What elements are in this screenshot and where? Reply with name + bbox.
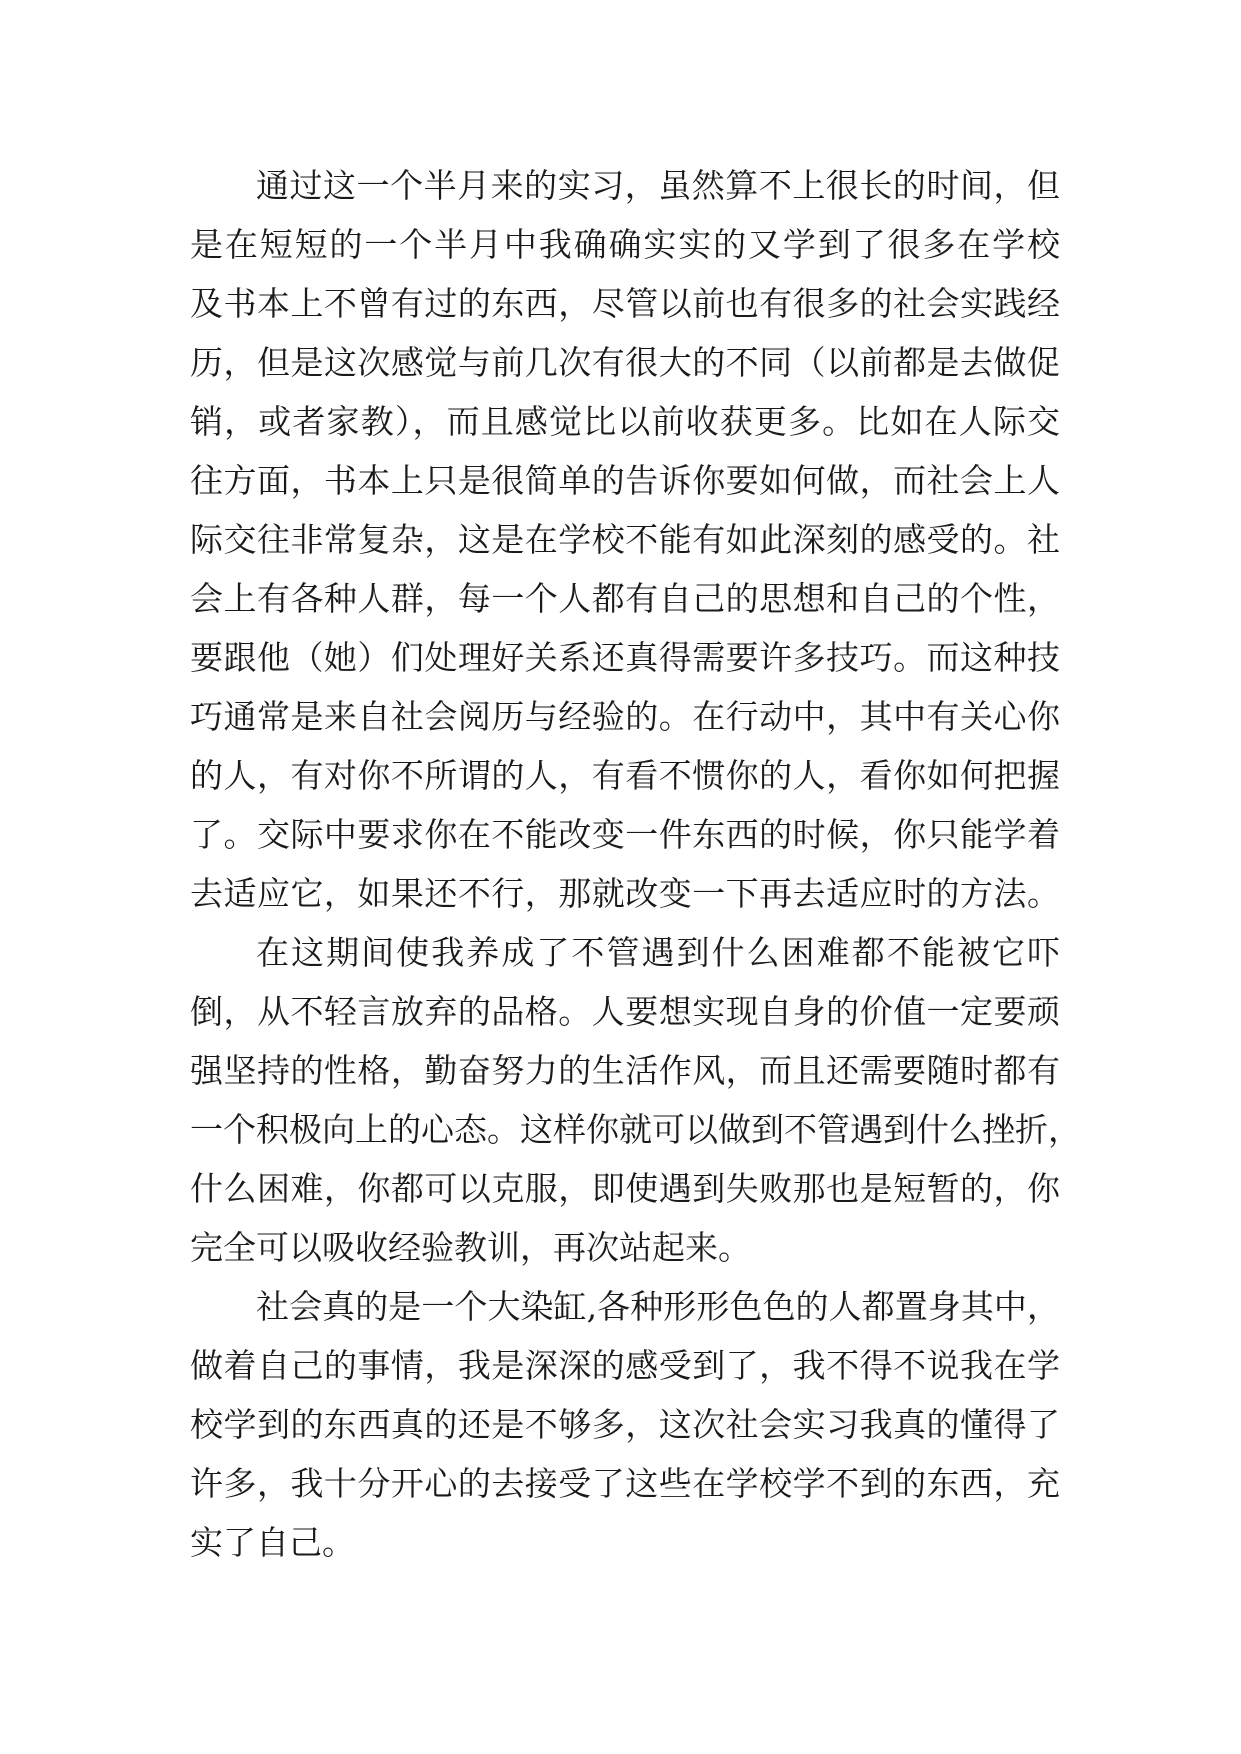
text-line: 了。交际中要求你在不能改变一件东西的时候，你只能学着 xyxy=(190,815,1060,854)
text-line: 做着自己的事情，我是深深的感受到了，我不得不说我在学 xyxy=(190,1346,1060,1385)
text-line: 通过这一个半月来的实习，虽然算不上很长的时间，但 xyxy=(256,166,1060,205)
text-line: 许多，我十分开心的去接受了这些在学校学不到的东西，充 xyxy=(190,1464,1060,1503)
text-line: 实了自己。 xyxy=(190,1523,355,1562)
text-line: 校学到的东西真的还是不够多，这次社会实习我真的懂得了 xyxy=(190,1405,1060,1444)
text-line: 要跟他（她）们处理好关系还真得需要许多技巧。而这种技 xyxy=(190,638,1060,677)
text-line: 一个积极向上的心态。这样你就可以做到不管遇到什么挫折， xyxy=(190,1110,1081,1149)
paragraph-2 xyxy=(190,923,1081,1277)
text-line: 去适应它，如果还不行，那就改变一下再去适应时的方法。 xyxy=(190,874,1060,913)
text-line: 在这期间使我养成了不管遇到什么困难都不能被它吓 xyxy=(256,933,1060,972)
paragraph-1 xyxy=(190,156,1060,923)
text-line: 往方面，书本上只是很简单的告诉你要如何做，而社会上人 xyxy=(190,461,1060,500)
document-body xyxy=(190,156,1081,1572)
text-line: 巧通常是来自社会阅历与经验的。在行动中，其中有关心你 xyxy=(190,697,1060,736)
text-line: 会上有各种人群，每一个人都有自己的思想和自己的个性， xyxy=(190,579,1060,618)
text-line: 完全可以吸收经验教训，再次站起来。 xyxy=(190,1228,751,1267)
text-line: 及书本上不曾有过的东西，尽管以前也有很多的社会实践经 xyxy=(190,284,1060,323)
text-line: 销，或者家教），而且感觉比以前收获更多。比如在人际交 xyxy=(190,402,1060,441)
text-line: 什么困难，你都可以克服，即使遇到失败那也是短暂的，你 xyxy=(190,1169,1060,1208)
text-line: 倒，从不轻言放弃的品格。人要想实现自身的价值一定要顽 xyxy=(190,992,1060,1031)
text-line: 强坚持的性格，勤奋努力的生活作风，而且还需要随时都有 xyxy=(190,1051,1060,1090)
text-line: 的人，有对你不所谓的人，有看不惯你的人，看你如何把握 xyxy=(190,756,1060,795)
text-line: 历，但是这次感觉与前几次有很大的不同（以前都是去做促 xyxy=(190,343,1060,382)
paragraph-3 xyxy=(190,1277,1060,1572)
text-line: 际交往非常复杂，这是在学校不能有如此深刻的感受的。社 xyxy=(190,520,1060,559)
text-line: 社会真的是一个大染缸,各种形形色色的人都置身其中， xyxy=(256,1287,1060,1326)
text-line: 是在短短的一个半月中我确确实实的又学到了很多在学校 xyxy=(190,225,1060,264)
